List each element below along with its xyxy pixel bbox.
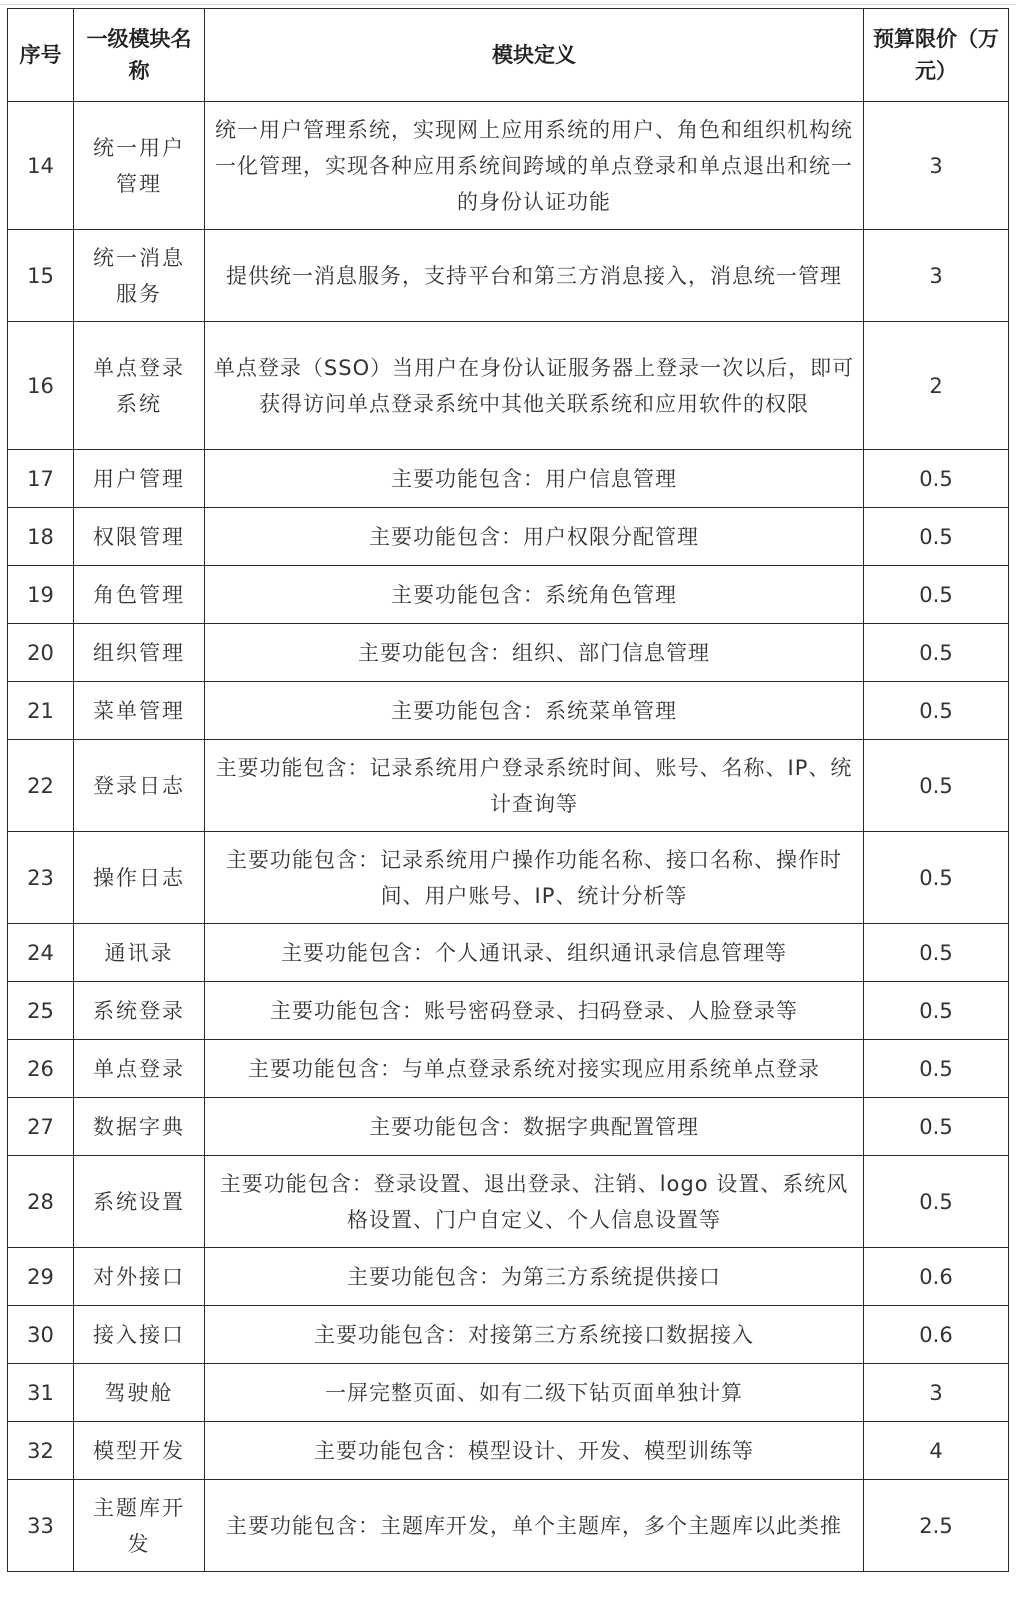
row-number: 22	[8, 740, 74, 832]
row-number: 30	[8, 1306, 74, 1364]
row-module-name: 系统设置	[74, 1156, 205, 1248]
table-row	[8, 682, 1009, 740]
row-budget-price: 0.5	[864, 508, 1009, 566]
row-budget-price: 0.5	[864, 832, 1009, 924]
row-module-name: 角色管理	[74, 566, 205, 624]
row-number: 16	[8, 322, 74, 450]
table-row	[8, 1306, 1009, 1364]
row-module-definition: 主要功能包含：用户信息管理	[205, 450, 864, 508]
row-budget-price: 0.5	[864, 450, 1009, 508]
row-module-definition: 主要功能包含：模型设计、开发、模型训练等	[205, 1422, 864, 1480]
header-serial-number: 序号	[8, 9, 74, 102]
table-row	[8, 102, 1009, 230]
row-budget-price: 3	[864, 1364, 1009, 1422]
row-number: 21	[8, 682, 74, 740]
row-number: 24	[8, 924, 74, 982]
header-budget-limit: 预算限价（万元）	[864, 9, 1009, 102]
table-row	[8, 450, 1009, 508]
row-module-definition: 单点登录（SSO）当用户在身份认证服务器上登录一次以后，即可获得访问单点登录系统中其他关联系统和应用软件的权限	[205, 322, 864, 450]
row-module-name: 统一消息服务	[74, 230, 205, 322]
row-module-name: 主题库开发	[74, 1480, 205, 1572]
module-budget-table	[7, 8, 1009, 1572]
row-budget-price: 0.5	[864, 1098, 1009, 1156]
row-module-name: 用户管理	[74, 450, 205, 508]
row-budget-price: 3	[864, 230, 1009, 322]
header-module-definition: 模块定义	[205, 9, 864, 102]
row-module-definition: 提供统一消息服务，支持平台和第三方消息接入，消息统一管理	[205, 230, 864, 322]
row-module-name: 权限管理	[74, 508, 205, 566]
row-module-name: 单点登录	[74, 1040, 205, 1098]
row-module-definition: 主要功能包含：账号密码登录、扫码登录、人脸登录等	[205, 982, 864, 1040]
table-header-row	[8, 9, 1009, 102]
table-row	[8, 508, 1009, 566]
page-top-border	[0, 4, 1016, 5]
row-module-name: 单点登录系统	[74, 322, 205, 450]
table-row	[8, 322, 1009, 450]
row-budget-price: 0.5	[864, 1156, 1009, 1248]
row-module-name: 登录日志	[74, 740, 205, 832]
table-row	[8, 1422, 1009, 1480]
row-module-name: 系统登录	[74, 982, 205, 1040]
row-module-definition: 主要功能包含：对接第三方系统接口数据接入	[205, 1306, 864, 1364]
row-budget-price: 0.6	[864, 1306, 1009, 1364]
table-row	[8, 624, 1009, 682]
row-module-definition: 主要功能包含：系统角色管理	[205, 566, 864, 624]
row-module-definition: 主要功能包含：系统菜单管理	[205, 682, 864, 740]
row-budget-price: 0.6	[864, 1248, 1009, 1306]
row-number: 26	[8, 1040, 74, 1098]
row-module-definition: 主要功能包含：为第三方系统提供接口	[205, 1248, 864, 1306]
row-module-definition: 主要功能包含：个人通讯录、组织通讯录信息管理等	[205, 924, 864, 982]
table-row	[8, 1480, 1009, 1572]
row-number: 29	[8, 1248, 74, 1306]
row-module-name: 接入接口	[74, 1306, 205, 1364]
row-budget-price: 2	[864, 322, 1009, 450]
table-row	[8, 1098, 1009, 1156]
row-budget-price: 3	[864, 102, 1009, 230]
row-budget-price: 0.5	[864, 566, 1009, 624]
row-number: 15	[8, 230, 74, 322]
table-row	[8, 1248, 1009, 1306]
row-budget-price: 4	[864, 1422, 1009, 1480]
row-number: 14	[8, 102, 74, 230]
row-budget-price: 0.5	[864, 924, 1009, 982]
row-module-definition: 主要功能包含：记录系统用户操作功能名称、接口名称、操作时间、用户账号、IP、统计分析等	[205, 832, 864, 924]
row-budget-price: 0.5	[864, 682, 1009, 740]
row-module-name: 操作日志	[74, 832, 205, 924]
row-number: 20	[8, 624, 74, 682]
table-row	[8, 740, 1009, 832]
row-module-name: 模型开发	[74, 1422, 205, 1480]
row-module-definition: 主要功能包含：数据字典配置管理	[205, 1098, 864, 1156]
row-number: 33	[8, 1480, 74, 1572]
row-number: 28	[8, 1156, 74, 1248]
row-module-name: 统一用户管理	[74, 102, 205, 230]
table-row	[8, 230, 1009, 322]
row-number: 19	[8, 566, 74, 624]
row-module-name: 对外接口	[74, 1248, 205, 1306]
row-budget-price: 0.5	[864, 982, 1009, 1040]
table-row	[8, 924, 1009, 982]
row-module-name: 驾驶舱	[74, 1364, 205, 1422]
table-row	[8, 566, 1009, 624]
row-number: 17	[8, 450, 74, 508]
row-number: 25	[8, 982, 74, 1040]
row-module-definition: 统一用户管理系统，实现网上应用系统的用户、角色和组织机构统一化管理，实现各种应用系统间跨域的单点登录和单点退出和统一的身份认证功能	[205, 102, 864, 230]
table-row	[8, 1040, 1009, 1098]
row-module-definition: 主要功能包含：登录设置、退出登录、注销、logo 设置、系统风格设置、门户自定义、个人信息设置等	[205, 1156, 864, 1248]
row-module-name: 通讯录	[74, 924, 205, 982]
table-row	[8, 1364, 1009, 1422]
row-module-definition: 一屏完整页面、如有二级下钻页面单独计算	[205, 1364, 864, 1422]
table-row	[8, 832, 1009, 924]
row-budget-price: 0.5	[864, 740, 1009, 832]
row-module-definition: 主要功能包含：记录系统用户登录系统时间、账号、名称、IP、统计查询等	[205, 740, 864, 832]
row-budget-price: 2.5	[864, 1480, 1009, 1572]
row-budget-price: 0.5	[864, 1040, 1009, 1098]
row-module-name: 数据字典	[74, 1098, 205, 1156]
row-number: 32	[8, 1422, 74, 1480]
table-row	[8, 1156, 1009, 1248]
header-module-name: 一级模块名称	[74, 9, 205, 102]
row-number: 18	[8, 508, 74, 566]
row-module-definition: 主要功能包含：用户权限分配管理	[205, 508, 864, 566]
row-module-definition: 主要功能包含：组织、部门信息管理	[205, 624, 864, 682]
table-row	[8, 982, 1009, 1040]
row-module-name: 菜单管理	[74, 682, 205, 740]
row-module-definition: 主要功能包含：主题库开发，单个主题库，多个主题库以此类推	[205, 1480, 864, 1572]
row-number: 31	[8, 1364, 74, 1422]
row-module-definition: 主要功能包含：与单点登录系统对接实现应用系统单点登录	[205, 1040, 864, 1098]
row-module-name: 组织管理	[74, 624, 205, 682]
row-number: 27	[8, 1098, 74, 1156]
row-budget-price: 0.5	[864, 624, 1009, 682]
row-number: 23	[8, 832, 74, 924]
